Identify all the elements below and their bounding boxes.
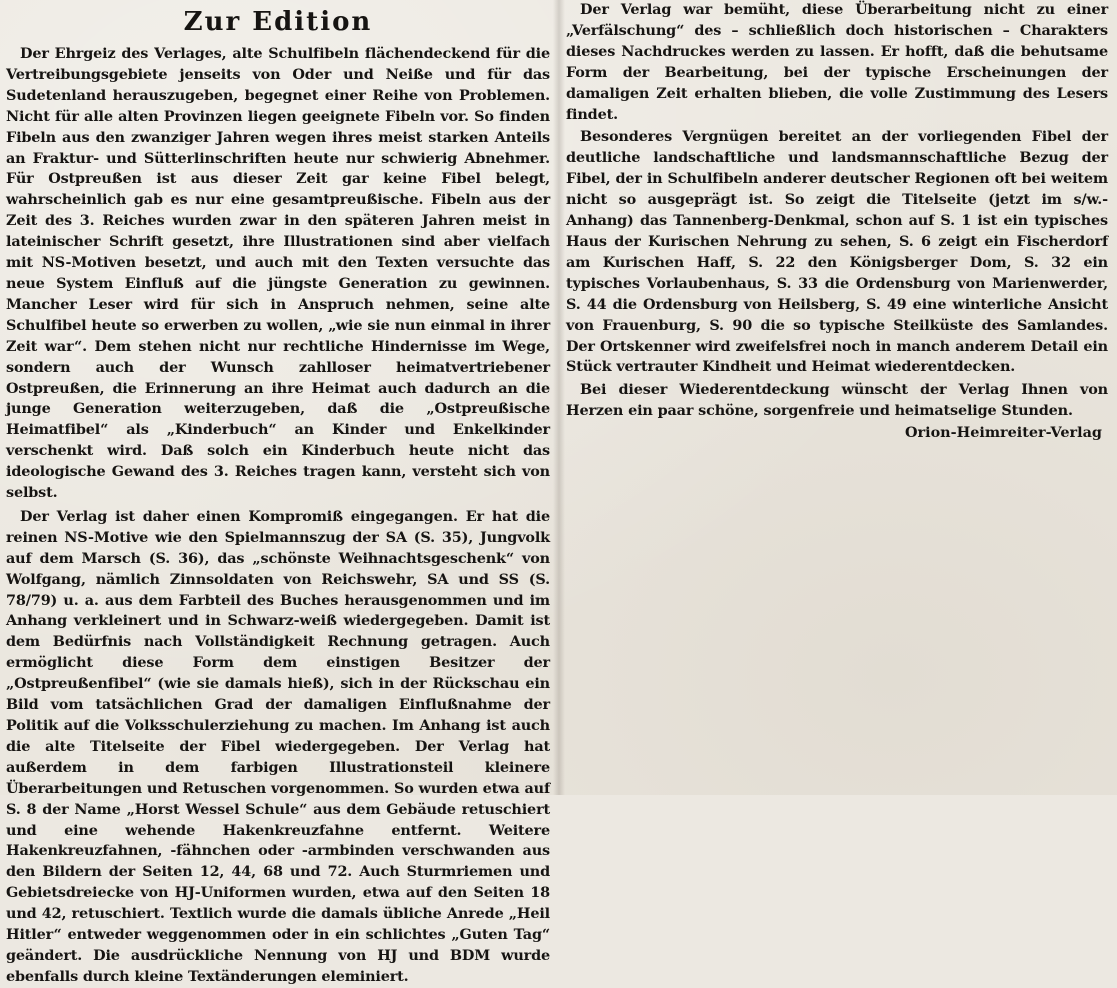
paragraph-closing: Bei dieser Wiederentdeckung wünscht der Verlag Ihnen von Herzen ein paar schöne, sorgenfreie und heimatselige Stunden. <box>566 381 1108 420</box>
paragraph-compromise: Der Verlag ist daher einen Kompromiß eingegangen. Er hat die reinen NS-Motive wie den Spielmannszug der SA (S. 35), Jungvolk auf dem Marsch (S. 36), das „schönste Weihnachtsgeschenk“ von Wolfgang, nämlich Zinnsoldaten von Reichswehr, SA und SS (S. 78/79) u. a. aus dem Farbteil des Buches herausgenommen und im Anhang verkleinert und in Schwarz-weiß wiedergegeben. Damit ist dem Bedürfnis nach Vollständigkeit Rechnung getragen. Auch ermöglicht diese Form dem einstigen Besitzer der „Ostpreußenfibel“ (wie sie damals hieß), sich in der Rückschau ein Bild vom tatsächlichen Grad der damaligen Einflußnahme der Politik auf die Volksschulerziehung zu machen. Im Anhang ist auch die alte Titelseite der Fibel wiedergegeben. Der Verlag hat außerdem in dem farbigen Illustrationsteil kleinere Überarbeitungen und Retuschen vorgenommen. So wurden etwa auf S. 8 der Name „Horst Wessel Schule“ aus dem Gebäude retuschiert und eine wehende Hakenkreuzfahne entfernt. Weitere Hakenkreuzfahnen, -fähnchen oder -armbinden verschwanden aus den Bildern der Seiten 12, 44, 68 und 72. Auch Sturmriemen und Gebietsdreiecke von HJ-Uniformen wurden, etwa auf den Seiten 18 und 42, retuschiert. Textlich wurde die damals übliche Anrede „Heil Hitler“ entweder weggenommen oder in ein schlichtes „Guten Tag“ geändert. Die ausdrückliche Nennung von HJ und BDM wurde ebenfalls durch kleine Textänderungen eleminiert. <box>6 507 550 985</box>
text-column-right <box>566 0 1108 700</box>
paragraph-intro: Der Ehrgeiz des Verlages, alte Schulfibeln flächendeckend für die Vertreibungsgebiete jenseits von Oder und Neiße und für das Sudetenland herauszugeben, begegnet einer Reihe von Problemen. Nicht für alle alten Provinzen liegen geeignete Fibeln vor. So finden Fibeln aus den zwanziger Jahren wegen ihres meist starken Anteils an Fraktur- und Sütterlinschriften heute nur schwierig Abnehmer. Für Ostpreußen ist aus dieser Zeit gar keine Fibel belegt, wahrscheinlich gab es nur eine gesamtpreußische. Fibeln aus der Zeit des 3. Reiches wurden zwar in den späteren Jahren meist in lateinischer Schrift gesetzt, ihre Illustrationen sind aber vielfach mit NS-Motiven besetzt, und auch mit den Texten versuchte das neue System Einfluß auf die jüngste Generation zu gewinnen. Mancher Leser wird für sich in Anspruch nehmen, seine alte Schulfibel heute so erwerben zu wollen, „wie sie nun einmal in ihrer Zeit war“. Dem stehen nicht nur rechtliche Hindernisse im Wege, sondern auch der Wunsch zahlloser heimatvertriebener Ostpreußen, die Erinnerung an ihre Heimat auch dadurch an die junge Generation weiterzugeben, daß die „Ostpreußische Heimatfibel“ als „Kinderbuch“ an Kinder und Enkelkinder verschenkt wird. Daß solch ein Kinderbuch heute nicht das ideologische Gewand des 3. Reiches tragen kann, versteht sich von selbst. <box>6 45 550 502</box>
book-gutter <box>553 0 565 795</box>
paragraph-intent: Der Verlag war bemüht, diese Überarbeitung nicht zu einer „Verfälschung“ des – schließlich doch historischen – Charakters dieses Nachdruckes werden zu lassen. Er hofft, daß die behutsame Form der Bearbeitung, bei der typische Erscheinungen der damaligen Zeit erhalten blieben, die volle Zustimmung des Lesers findet. <box>566 1 1108 123</box>
publisher-signature: Orion-Heimreiter-Verlag <box>904 424 1102 442</box>
text-column-left <box>6 0 550 985</box>
page-title: Zur Edition <box>183 7 373 37</box>
paragraph-landscape: Besonderes Vergnügen bereitet an der vorliegenden Fibel der deutliche landschaftliche und landsmannschaftliche Bezug der Fibel, der in Schulfibeln anderer deutscher Regionen oft bei weitem nicht so ausgeprägt ist. So zeigt die Titelseite (jetzt im s/w.-Anhang) das Tannenberg-Denkmal, schon auf S. 1 ist ein typisches Haus der Kurischen Nehrung zu sehen, S. 6 zeigt ein Fischerdorf am Kurischen Haff, S. 22 den Königsberger Dom, S. 32 ein typisches Vorlaubenhaus, S. 33 die Ordensburg von Marienwerder, S. 44 die Ordensburg von Heilsberg, S. 49 eine winterliche Ansicht von Frauenburg, S. 90 die so typische Steilküste des Samlandes. Der Ortskenner wird zweifelsfrei noch in manch anderem Detail ein Stück vertrauter Kindheit und Heimat wiederentdecken. <box>566 128 1108 376</box>
